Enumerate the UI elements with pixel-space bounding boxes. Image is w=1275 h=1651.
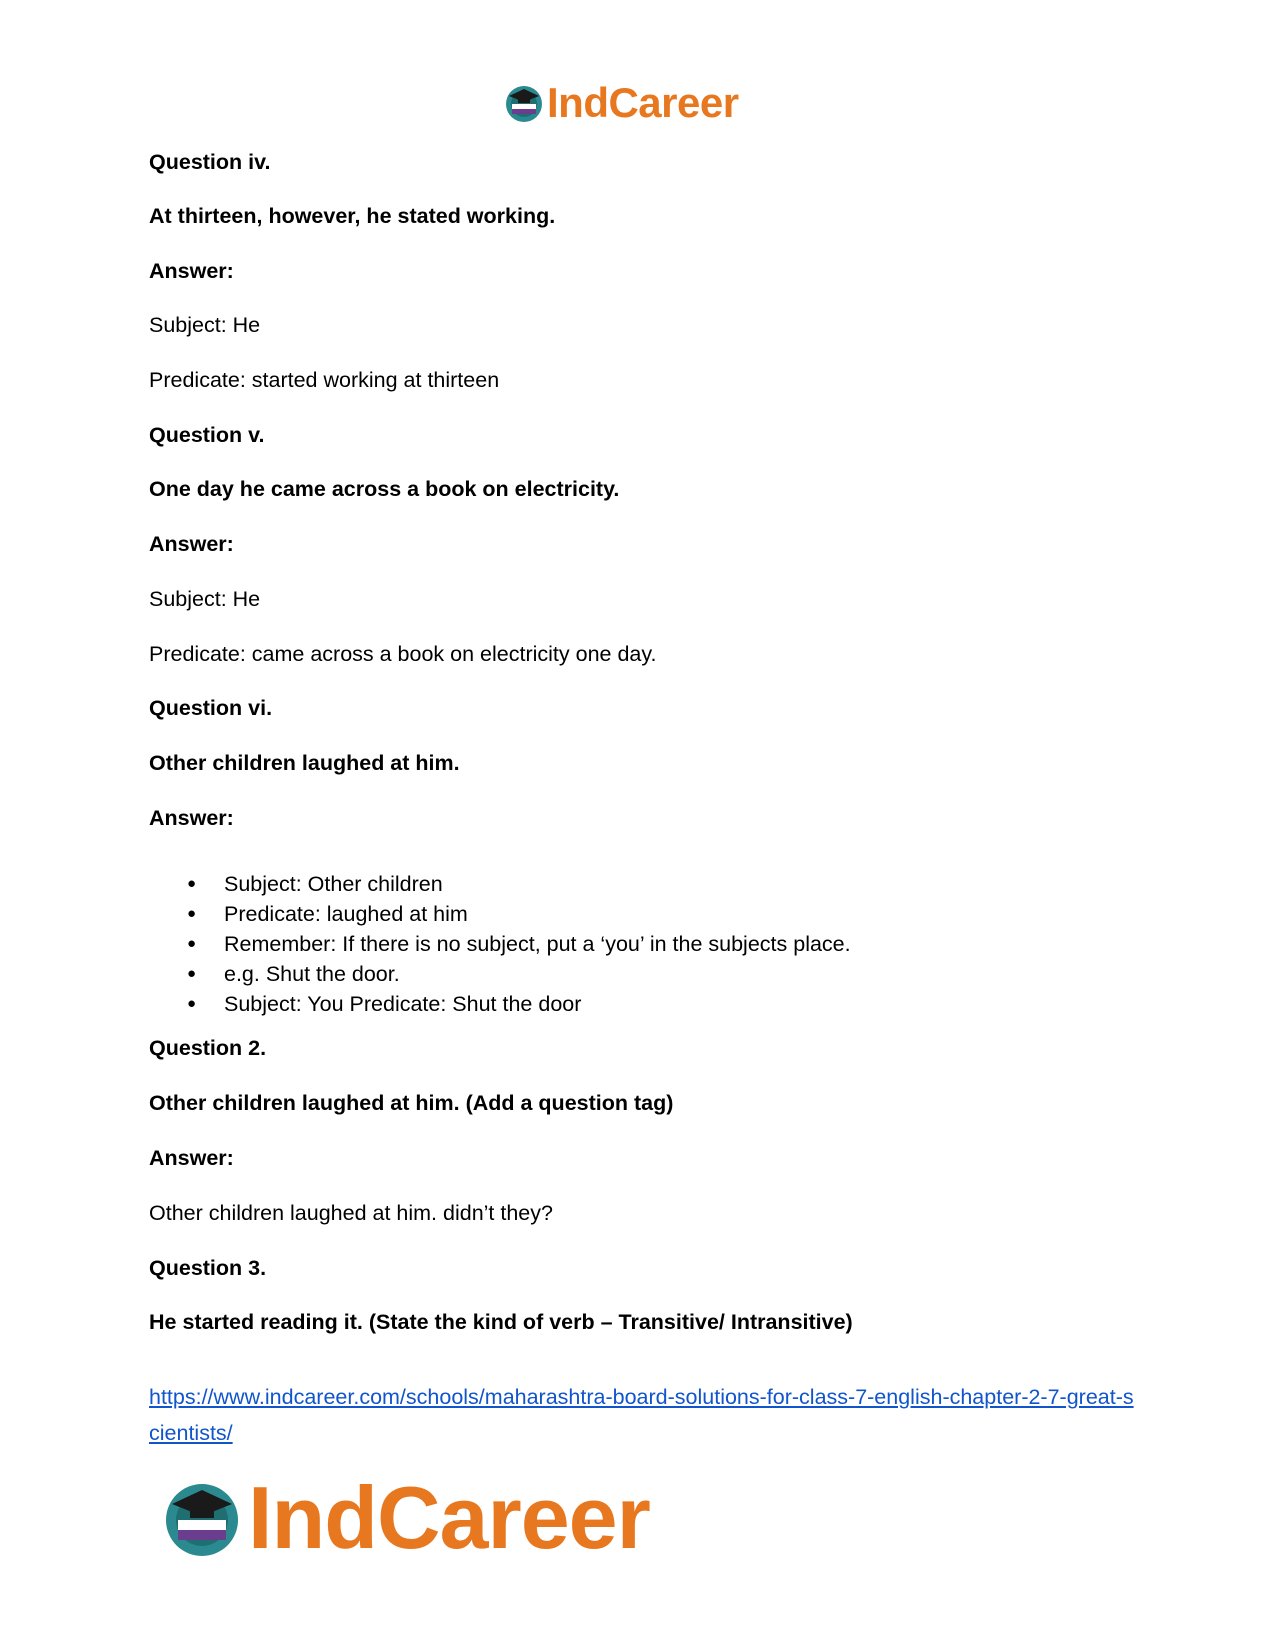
question-2-answer: Other children laughed at him. didn’t they? (149, 1201, 553, 1225)
question-vi-answer-label: Answer: (149, 806, 234, 830)
question-vi-text: Other children laughed at him. (149, 751, 460, 775)
question-2-text: Other children laughed at him. (Add a question tag) (149, 1091, 674, 1115)
question-iv-answer-label: Answer: (149, 259, 234, 283)
question-3-label: Question 3. (149, 1256, 267, 1280)
question-vi-label: Question vi. (149, 696, 273, 720)
list-item: ● e.g. Shut the door. (149, 959, 851, 989)
question-3-text: He started reading it. (State the kind of verb – Transitive/ Intransitive) (149, 1310, 853, 1334)
question-v-answer-label: Answer: (149, 532, 234, 556)
question-vi-answer-list (149, 869, 851, 1019)
logo-text: IndCareer (248, 1468, 650, 1567)
list-item: ● Remember: If there is no subject, put a ‘you’ in the subjects place. (149, 929, 851, 959)
question-iv-predicate: Predicate: started working at thirteen (149, 368, 500, 392)
graduation-cap-book-globe-icon (160, 1476, 244, 1560)
question-v-subject: Subject: He (149, 587, 261, 611)
list-item: ● Subject: Other children (149, 869, 851, 899)
graduation-cap-book-globe-icon (503, 82, 545, 124)
question-iv-label: Question iv. (149, 150, 271, 174)
question-v-label: Question v. (149, 423, 265, 447)
footer-logo (160, 1468, 650, 1568)
list-item: ● Subject: You Predicate: Shut the door (149, 989, 851, 1019)
source-url-link[interactable]: https://www.indcareer.com/schools/maharashtra-board-solutions-for-class-7-english-chapter-2-7-great-scientists/ (149, 1385, 1134, 1445)
question-2-label: Question 2. (149, 1036, 267, 1060)
question-iv-subject: Subject: He (149, 313, 261, 337)
question-v-text: One day he came across a book on electricity. (149, 477, 620, 501)
header-logo (503, 78, 739, 128)
question-2-answer-label: Answer: (149, 1146, 234, 1170)
logo-text: IndCareer (547, 79, 739, 126)
list-item: ● Predicate: laughed at him (149, 899, 851, 929)
question-iv-text: At thirteen, however, he stated working. (149, 204, 556, 228)
question-v-predicate: Predicate: came across a book on electricity one day. (149, 642, 657, 666)
